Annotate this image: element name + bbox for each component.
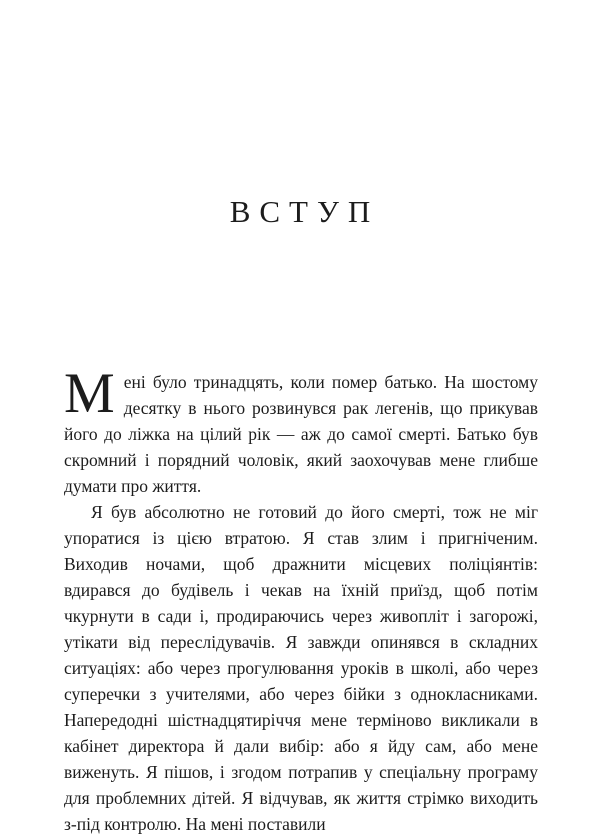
paragraph-second: Я був абсолютно не готовий до його смерті, тож не міг упоратися із цією втратою. Я став злим і пригніченим. Виходив ночами, щоб дражнити місцевих поліціянтів: вдирався до будівель і чекав на їхній приїзд, щоб потім чкурнути в сади і, продираючись через живопліт і загорожі, утікати від переслідувачів. Я завжди опинявся в складних ситуаціях: або через прогулювання уроків в школі, або через суперечки з учителями, або через бійки з однокласниками. Напередодні шістнадцятиріччя мене терміново викликали в кабінет директора й дали вибір: або я йду сам, або мене виженуть. Я пішов, і згодом потрапив у спеціальну програму для проблемних дітей. Я відчував, як життя стрімко виходить з-під контролю. На мені поставили [64,502,538,834]
paragraph-first [64,362,538,499]
chapter-title: ВСТУП [229,194,380,229]
drop-cap: М [64,362,115,425]
paragraph-first-text: ені було тринадцять, коли помер батько. На шостому десятку в нього розвинувся рак легенів, що прикував його до ліжка на цілий рік — аж до самої смерті. Батько був скромний і порядний чоловік, який заохочував мене глибше думати про життя. [64,372,538,496]
body-text [64,362,538,837]
